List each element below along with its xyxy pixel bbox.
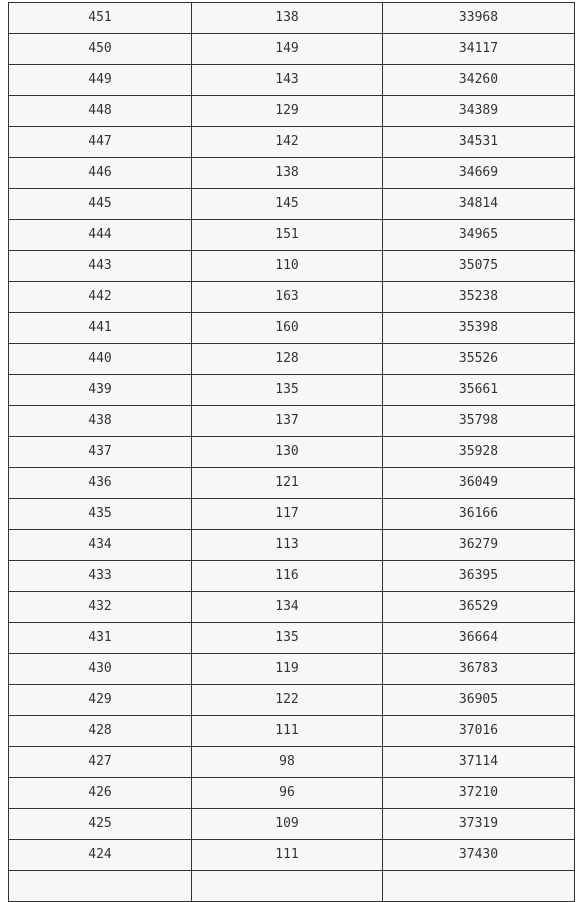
count-cell: 111 bbox=[192, 716, 383, 747]
count-cell: 98 bbox=[192, 747, 383, 778]
table-row bbox=[9, 716, 575, 747]
count-cell: 113 bbox=[192, 530, 383, 561]
table-row bbox=[9, 158, 575, 189]
score-cell: 435 bbox=[9, 499, 192, 530]
table-row bbox=[9, 251, 575, 282]
count-cell: 111 bbox=[192, 840, 383, 871]
count-cell: 116 bbox=[192, 561, 383, 592]
cumulative-cell: 34531 bbox=[383, 127, 575, 158]
table-row bbox=[9, 127, 575, 158]
score-cell: 441 bbox=[9, 313, 192, 344]
score-table bbox=[8, 2, 575, 902]
cumulative-cell: 37430 bbox=[383, 840, 575, 871]
score-cell: 437 bbox=[9, 437, 192, 468]
cumulative-cell: 34260 bbox=[383, 65, 575, 96]
table-row bbox=[9, 375, 575, 406]
count-cell: 109 bbox=[192, 809, 383, 840]
cumulative-cell: 36395 bbox=[383, 561, 575, 592]
table-row bbox=[9, 654, 575, 685]
score-cell: 425 bbox=[9, 809, 192, 840]
score-cell: 442 bbox=[9, 282, 192, 313]
table-row bbox=[9, 561, 575, 592]
score-cell: 433 bbox=[9, 561, 192, 592]
count-cell bbox=[192, 871, 383, 902]
count-cell: 149 bbox=[192, 34, 383, 65]
cumulative-cell: 35075 bbox=[383, 251, 575, 282]
cumulative-cell: 37114 bbox=[383, 747, 575, 778]
table-row bbox=[9, 220, 575, 251]
count-cell: 130 bbox=[192, 437, 383, 468]
table-row bbox=[9, 65, 575, 96]
score-table-container bbox=[8, 2, 574, 902]
table-row bbox=[9, 809, 575, 840]
cumulative-cell: 35398 bbox=[383, 313, 575, 344]
cumulative-cell: 36529 bbox=[383, 592, 575, 623]
cumulative-cell: 36166 bbox=[383, 499, 575, 530]
cumulative-cell: 35928 bbox=[383, 437, 575, 468]
cumulative-cell: 36279 bbox=[383, 530, 575, 561]
count-cell: 117 bbox=[192, 499, 383, 530]
table-row bbox=[9, 871, 575, 902]
score-cell: 428 bbox=[9, 716, 192, 747]
score-cell: 449 bbox=[9, 65, 192, 96]
count-cell: 128 bbox=[192, 344, 383, 375]
count-cell: 160 bbox=[192, 313, 383, 344]
score-cell: 436 bbox=[9, 468, 192, 499]
score-cell: 426 bbox=[9, 778, 192, 809]
table-row bbox=[9, 282, 575, 313]
cumulative-cell: 35526 bbox=[383, 344, 575, 375]
count-cell: 121 bbox=[192, 468, 383, 499]
count-cell: 135 bbox=[192, 375, 383, 406]
count-cell: 151 bbox=[192, 220, 383, 251]
score-cell: 443 bbox=[9, 251, 192, 282]
count-cell: 134 bbox=[192, 592, 383, 623]
cumulative-cell: 33968 bbox=[383, 3, 575, 34]
cumulative-cell: 34669 bbox=[383, 158, 575, 189]
score-cell: 434 bbox=[9, 530, 192, 561]
count-cell: 135 bbox=[192, 623, 383, 654]
score-cell: 440 bbox=[9, 344, 192, 375]
score-cell: 446 bbox=[9, 158, 192, 189]
cumulative-cell: 35798 bbox=[383, 406, 575, 437]
score-cell: 431 bbox=[9, 623, 192, 654]
count-cell: 137 bbox=[192, 406, 383, 437]
cumulative-cell: 37016 bbox=[383, 716, 575, 747]
table-row bbox=[9, 778, 575, 809]
score-table-body bbox=[9, 3, 575, 902]
count-cell: 145 bbox=[192, 189, 383, 220]
count-cell: 129 bbox=[192, 96, 383, 127]
score-cell: 424 bbox=[9, 840, 192, 871]
table-row bbox=[9, 3, 575, 34]
cumulative-cell: 35661 bbox=[383, 375, 575, 406]
table-row bbox=[9, 437, 575, 468]
table-row bbox=[9, 747, 575, 778]
cumulative-cell: 37210 bbox=[383, 778, 575, 809]
cumulative-cell: 36664 bbox=[383, 623, 575, 654]
score-cell bbox=[9, 871, 192, 902]
table-row bbox=[9, 313, 575, 344]
score-cell: 429 bbox=[9, 685, 192, 716]
count-cell: 143 bbox=[192, 65, 383, 96]
count-cell: 138 bbox=[192, 3, 383, 34]
score-cell: 430 bbox=[9, 654, 192, 685]
count-cell: 110 bbox=[192, 251, 383, 282]
score-cell: 450 bbox=[9, 34, 192, 65]
count-cell: 163 bbox=[192, 282, 383, 313]
table-row bbox=[9, 34, 575, 65]
score-cell: 438 bbox=[9, 406, 192, 437]
table-row bbox=[9, 189, 575, 220]
count-cell: 119 bbox=[192, 654, 383, 685]
cumulative-cell: 34965 bbox=[383, 220, 575, 251]
score-cell: 439 bbox=[9, 375, 192, 406]
count-cell: 96 bbox=[192, 778, 383, 809]
table-row bbox=[9, 96, 575, 127]
table-row bbox=[9, 840, 575, 871]
table-row bbox=[9, 685, 575, 716]
score-cell: 432 bbox=[9, 592, 192, 623]
score-cell: 448 bbox=[9, 96, 192, 127]
cumulative-cell: 34389 bbox=[383, 96, 575, 127]
cumulative-cell: 36783 bbox=[383, 654, 575, 685]
score-cell: 451 bbox=[9, 3, 192, 34]
table-row bbox=[9, 623, 575, 654]
table-row bbox=[9, 468, 575, 499]
count-cell: 138 bbox=[192, 158, 383, 189]
cumulative-cell: 34117 bbox=[383, 34, 575, 65]
table-row bbox=[9, 499, 575, 530]
count-cell: 142 bbox=[192, 127, 383, 158]
cumulative-cell: 34814 bbox=[383, 189, 575, 220]
cumulative-cell: 36049 bbox=[383, 468, 575, 499]
table-row bbox=[9, 406, 575, 437]
cumulative-cell: 36905 bbox=[383, 685, 575, 716]
score-cell: 444 bbox=[9, 220, 192, 251]
cumulative-cell: 35238 bbox=[383, 282, 575, 313]
cumulative-cell: 37319 bbox=[383, 809, 575, 840]
score-cell: 427 bbox=[9, 747, 192, 778]
count-cell: 122 bbox=[192, 685, 383, 716]
score-cell: 447 bbox=[9, 127, 192, 158]
cumulative-cell bbox=[383, 871, 575, 902]
table-row bbox=[9, 344, 575, 375]
score-cell: 445 bbox=[9, 189, 192, 220]
table-row bbox=[9, 592, 575, 623]
table-row bbox=[9, 530, 575, 561]
